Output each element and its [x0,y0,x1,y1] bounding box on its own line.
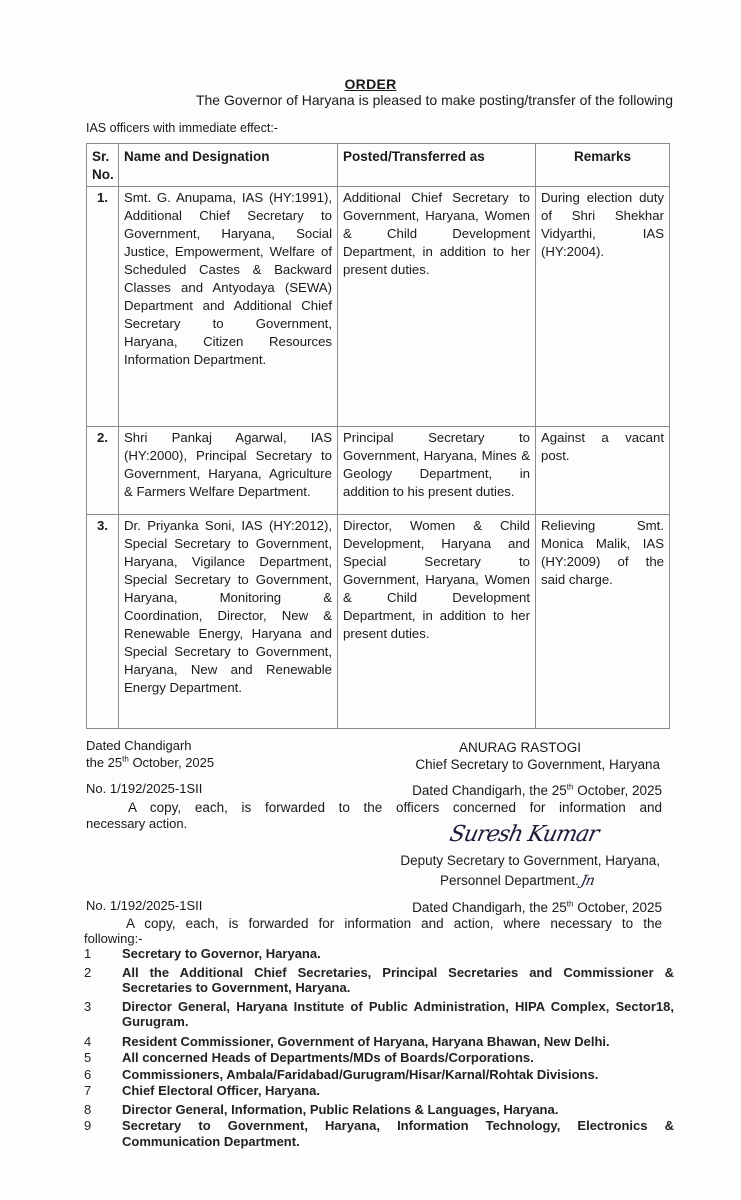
row-posted: Principal Secretary to Government, Haryana, Mines & Geology Department, in addition to his present duties. [338,427,536,515]
header-posted: Posted/Transferred as [338,144,536,187]
table-row [87,427,670,515]
table-row [87,187,670,427]
list-item-number: 3 [84,998,92,1014]
distribution-list [84,946,674,1150]
list-item-number: 1 [84,946,92,961]
list-item-text: Director General, Information, Public Relations & Languages, Haryana. [122,1101,559,1117]
list-item [84,1102,674,1118]
table-header-row [87,144,670,187]
posting-table [86,143,670,729]
dated-place: Dated Chandigarh [86,738,192,753]
list-item-text: All concerned Heads of Departments/MDs of Boards/Corporations. [122,1050,534,1065]
list-item-number: 2 [84,964,92,980]
endorsement2-text-line1: A copy, each, is forwarded for information and action, where necessary to the [126,916,662,931]
endorsement2-text-line2: following:- [84,931,143,946]
row-posted: Director, Women & Child Development, Haryana and Special Secretary to Government, Haryana, Women & Child Development Department, in addition to her present duties. [338,515,536,729]
endorsement1-date-prefix: Dated Chandigarh, the 25 [412,783,567,798]
endorsement2-date-sup: th [566,899,574,909]
endorsement1-text-line1: A copy, each, is forwarded to the officers concerned for information and [128,800,662,815]
endorsement1-text-line2: necessary action. [86,816,188,831]
list-item-text: Director General, Haryana Institute of Public Administration, HIPA Complex, Sector18, Gurugram. [122,998,674,1029]
list-item [84,1118,674,1149]
list-item-text: Commissioners, Ambala/Faridabad/Gurugram/Hisar/Karnal/Rohtak Divisions. [122,1066,599,1082]
list-item [84,999,674,1030]
dated-date-rest: October, 2025 [128,755,215,770]
row-sr: 3. [87,515,119,729]
list-item-text: Secretary to Government, Haryana, Information Technology, Electronics & Communication Department. [122,1118,674,1149]
endorsement2-date-prefix: Dated Chandigarh, the 25 [412,900,567,915]
list-item-text: Resident Commissioner, Government of Haryana, Haryana Bhawan, New Delhi. [122,1033,610,1049]
deputy-initials: Jn [579,873,596,889]
row-name: Dr. Priyanka Soni, IAS (HY:2012), Special Secretary to Government, Haryana, Vigilance Department, Special Secretary to Government, Haryana, Monitoring & Coordination, Director, New & Renewable Energy, Haryana and Special Secretary to Government, Haryana, New and Renewable Energy Department. [119,515,338,729]
row-remarks: Relieving Smt. Monica Malik, IAS (HY:2009) of the said charge. [536,515,670,729]
list-item [84,1083,674,1099]
list-item-text: Chief Electoral Officer, Haryana. [122,1083,320,1098]
list-item-number: 8 [84,1101,92,1117]
deputy-department: Personnel Department. [440,873,579,888]
list-item-number: 6 [84,1066,92,1082]
dated-date-sup: th [122,754,129,764]
signatory-name: ANURAG RASTOGI [458,740,582,755]
list-item-number: 7 [84,1083,92,1098]
endorsement2-number: No. 1/192/2025-1SII [86,898,203,913]
list-item-text: Secretary to Governor, Haryana. [122,946,321,961]
list-item-text: All the Additional Chief Secretaries, Principal Secretaries and Commissioner & Secretaries to Government, Haryana. [122,964,674,995]
list-item [84,1034,674,1050]
list-item [84,1067,674,1083]
deputy-title-line1: Deputy Secretary to Government, Haryana, [400,853,660,868]
header-name: Name and Designation [119,144,338,187]
row-sr: 2. [87,427,119,515]
endorsement1-date-sup: th [566,782,574,792]
endorsement1-date-suffix: October, 2025 [573,783,662,798]
deputy-title-line2 [440,872,596,890]
list-item-number: 5 [84,1050,92,1065]
row-remarks: Against a vacant post. [536,427,670,515]
list-item [84,965,674,996]
list-item-number: 4 [84,1033,92,1049]
deputy-signature: Suresh Kumar [447,822,601,847]
list-item-number: 9 [84,1118,92,1133]
dated-date [86,754,214,771]
page-title: ORDER [344,76,397,92]
endorsement1-date [380,782,662,799]
dated-date-day: the 25 [86,755,123,770]
header-sr: Sr. No. [87,144,119,187]
signatory-title: Chief Secretary to Government, Haryana [415,757,660,772]
intro-line-1: The Governor of Haryana is pleased to make posting/transfer of the following [195,92,673,108]
row-name: Shri Pankaj Agarwal, IAS (HY:2000), Principal Secretary to Government, Haryana, Agriculture & Farmers Welfare Department. [119,427,338,515]
endorsement1-number: No. 1/192/2025-1SII [86,781,203,796]
list-item [84,946,674,962]
row-sr: 1. [87,187,119,427]
list-item [84,1050,674,1066]
row-remarks: During election duty of Shri Shekhar Vidyarthi, IAS (HY:2004). [536,187,670,427]
endorsement2-date-suffix: October, 2025 [573,900,662,915]
intro-line-2: IAS officers with immediate effect:- [86,121,278,135]
header-remarks: Remarks [536,144,670,187]
table-row [87,515,670,729]
row-posted: Additional Chief Secretary to Government, Haryana, Women & Child Development Department, in addition to her present duties. [338,187,536,427]
endorsement2-date [380,899,662,916]
row-name: Smt. G. Anupama, IAS (HY:1991), Additional Chief Secretary to Government, Haryana, Social Justice, Empowerment, Welfare of Scheduled Castes & Backward Classes and Antyodaya (SEWA) Department and Additional Chief Secretary to Government, Haryana, Citizen Resources Information Department. [119,187,338,427]
